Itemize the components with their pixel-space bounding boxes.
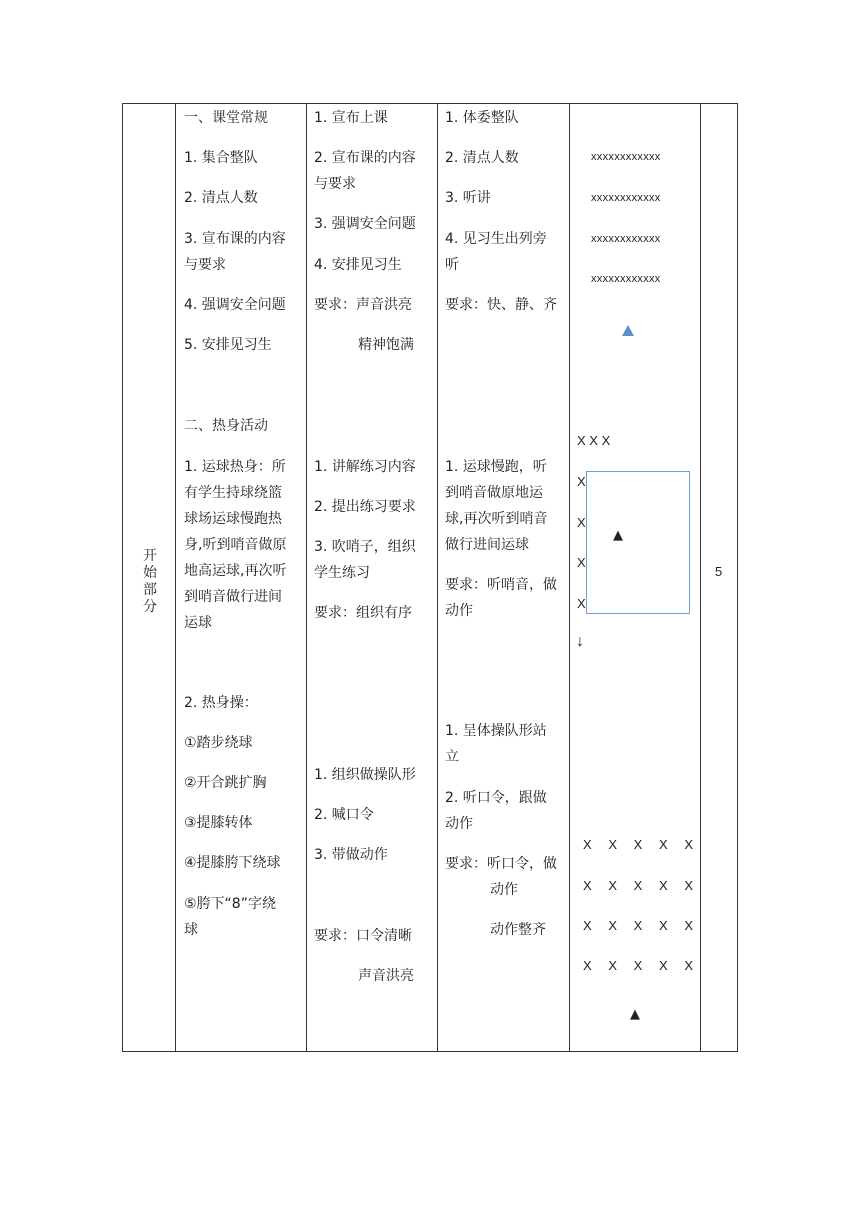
student-x: X: [583, 918, 592, 933]
teacher-item: 1. 宣布上课: [314, 110, 388, 126]
teacher-item: 1. 讲解练习内容: [314, 459, 416, 475]
teacher-requirement: 要求：口令清晰: [314, 928, 412, 944]
teacher-requirement: 声音洪亮: [358, 968, 414, 984]
col-divider: [175, 104, 176, 1051]
student-item: 3. 听讲: [445, 190, 491, 206]
phase-label: 开始部分: [143, 548, 157, 615]
student-x: X: [658, 878, 668, 893]
teacher-item: 2. 喊口令: [314, 807, 374, 823]
routine-item: 与要求: [184, 257, 226, 273]
student-x: X: [684, 878, 693, 893]
student-x: X: [633, 958, 643, 973]
formation-grid-row: [583, 918, 693, 933]
student-item: 立: [445, 749, 459, 765]
student-item: 1. 运球慢跑，听: [445, 459, 547, 475]
exercise-item: ④提膝胯下绕球: [184, 855, 281, 871]
warmup-exercise-title: 2. 热身操：: [184, 695, 258, 711]
student-item: 1. 体委整队: [445, 110, 519, 126]
student-x: X: [684, 837, 693, 852]
formation-side-x: X: [577, 596, 586, 611]
student-requirement: 要求：听哨音，做: [445, 577, 557, 593]
heading-warmup: 二、热身活动: [184, 418, 268, 434]
formation-side-x: X: [577, 555, 586, 570]
formation-grid-row: [583, 837, 693, 852]
col-divider: [437, 104, 438, 1051]
student-x: X: [633, 878, 643, 893]
warmup-text: 身,听到哨音做原: [184, 537, 287, 553]
teacher-marker-triangle: ▲: [613, 528, 623, 543]
student-item: 听: [445, 257, 459, 273]
formation-side-x: X: [577, 474, 586, 489]
student-x: X: [608, 958, 617, 973]
teacher-item: 与要求: [314, 176, 356, 192]
exercise-item: 球: [184, 922, 198, 938]
formation-row: xxxxxxxxxxxx: [591, 273, 661, 285]
formation-top-x: X X X: [577, 433, 611, 448]
student-x: X: [583, 837, 592, 852]
student-item: 球,再次听到哨音: [445, 511, 548, 527]
col-divider: [306, 104, 307, 1051]
student-x: X: [583, 878, 592, 893]
student-item: 动作: [445, 816, 473, 832]
student-item: 2. 清点人数: [445, 150, 519, 166]
student-item: 2. 听口令，跟做: [445, 790, 547, 806]
exercise-item: ②开合跳扩胸: [184, 775, 267, 791]
teacher-item: 3. 强调安全问题: [314, 216, 416, 232]
teacher-marker-triangle: ▲: [630, 1007, 640, 1022]
student-requirement: 动作: [445, 603, 473, 619]
direction-arrow: ↓: [576, 633, 584, 650]
col-divider: [569, 104, 570, 1051]
student-x: X: [684, 958, 693, 973]
student-x: X: [684, 918, 693, 933]
teacher-item: 2. 提出练习要求: [314, 499, 416, 515]
time-minutes: 5: [715, 564, 723, 579]
student-x: X: [608, 918, 617, 933]
teacher-requirement: 精神饱满: [358, 337, 414, 353]
formation-row: xxxxxxxxxxxx: [591, 192, 661, 204]
student-item: 做行进间运球: [445, 537, 529, 553]
student-requirement: 动作整齐: [490, 922, 546, 938]
warmup-text: 有学生持球绕篮: [184, 485, 282, 501]
routine-item: 2. 清点人数: [184, 190, 258, 206]
student-x: X: [658, 837, 668, 852]
routine-item: 4. 强调安全问题: [184, 297, 286, 313]
teacher-item: 2. 宣布课的内容: [314, 150, 416, 166]
student-requirement: 要求：快、静、齐: [445, 297, 557, 313]
warmup-text: 1. 运球热身：所: [184, 459, 286, 475]
exercise-item: ③提膝转体: [184, 815, 253, 831]
formation-side-x: X: [577, 515, 586, 530]
heading-routine: 一、课堂常规: [184, 110, 268, 126]
student-item: 到哨音做原地运: [445, 485, 543, 501]
routine-item: 3. 宣布课的内容: [184, 231, 286, 247]
routine-item: 1. 集合整队: [184, 150, 258, 166]
formation-grid-row: [583, 878, 693, 893]
routine-item: 5. 安排见习生: [184, 337, 272, 353]
student-item: 4. 见习生出列旁: [445, 231, 547, 247]
student-x: X: [633, 918, 643, 933]
student-x: X: [658, 918, 668, 933]
student-item: 1. 呈体操队形站: [445, 723, 547, 739]
teacher-requirement: 要求：组织有序: [314, 605, 412, 621]
formation-row: xxxxxxxxxxxx: [591, 233, 661, 245]
teacher-item: 3. 吹哨子，组织: [314, 539, 416, 555]
col-divider: [700, 104, 701, 1051]
teacher-requirement: 要求：声音洪亮: [314, 297, 412, 313]
warmup-text: 运球: [184, 615, 212, 631]
student-x: X: [658, 958, 668, 973]
student-requirement: 要求：听口令，做: [445, 856, 557, 872]
teacher-item: 3. 带做动作: [314, 847, 388, 863]
court-rectangle: [586, 471, 690, 614]
teacher-marker-triangle: [622, 325, 634, 336]
teacher-item: 1. 组织做操队形: [314, 767, 416, 783]
student-requirement: 动作: [490, 882, 518, 898]
student-x: X: [608, 837, 617, 852]
exercise-item: ⑤胯下“8”字绕: [184, 896, 276, 912]
warmup-text: 球场运球慢跑热: [184, 511, 282, 527]
warmup-text: 到哨音做行进间: [184, 589, 282, 605]
warmup-text: 地高运球,再次听: [184, 563, 287, 579]
formation-grid-row: [583, 958, 693, 973]
teacher-item: 4. 安排见习生: [314, 257, 402, 273]
student-x: X: [608, 878, 617, 893]
exercise-item: ①踏步绕球: [184, 735, 253, 751]
student-x: X: [583, 958, 592, 973]
teacher-item: 学生练习: [314, 565, 370, 581]
student-x: X: [633, 837, 643, 852]
formation-row: xxxxxxxxxxxx: [591, 151, 661, 163]
